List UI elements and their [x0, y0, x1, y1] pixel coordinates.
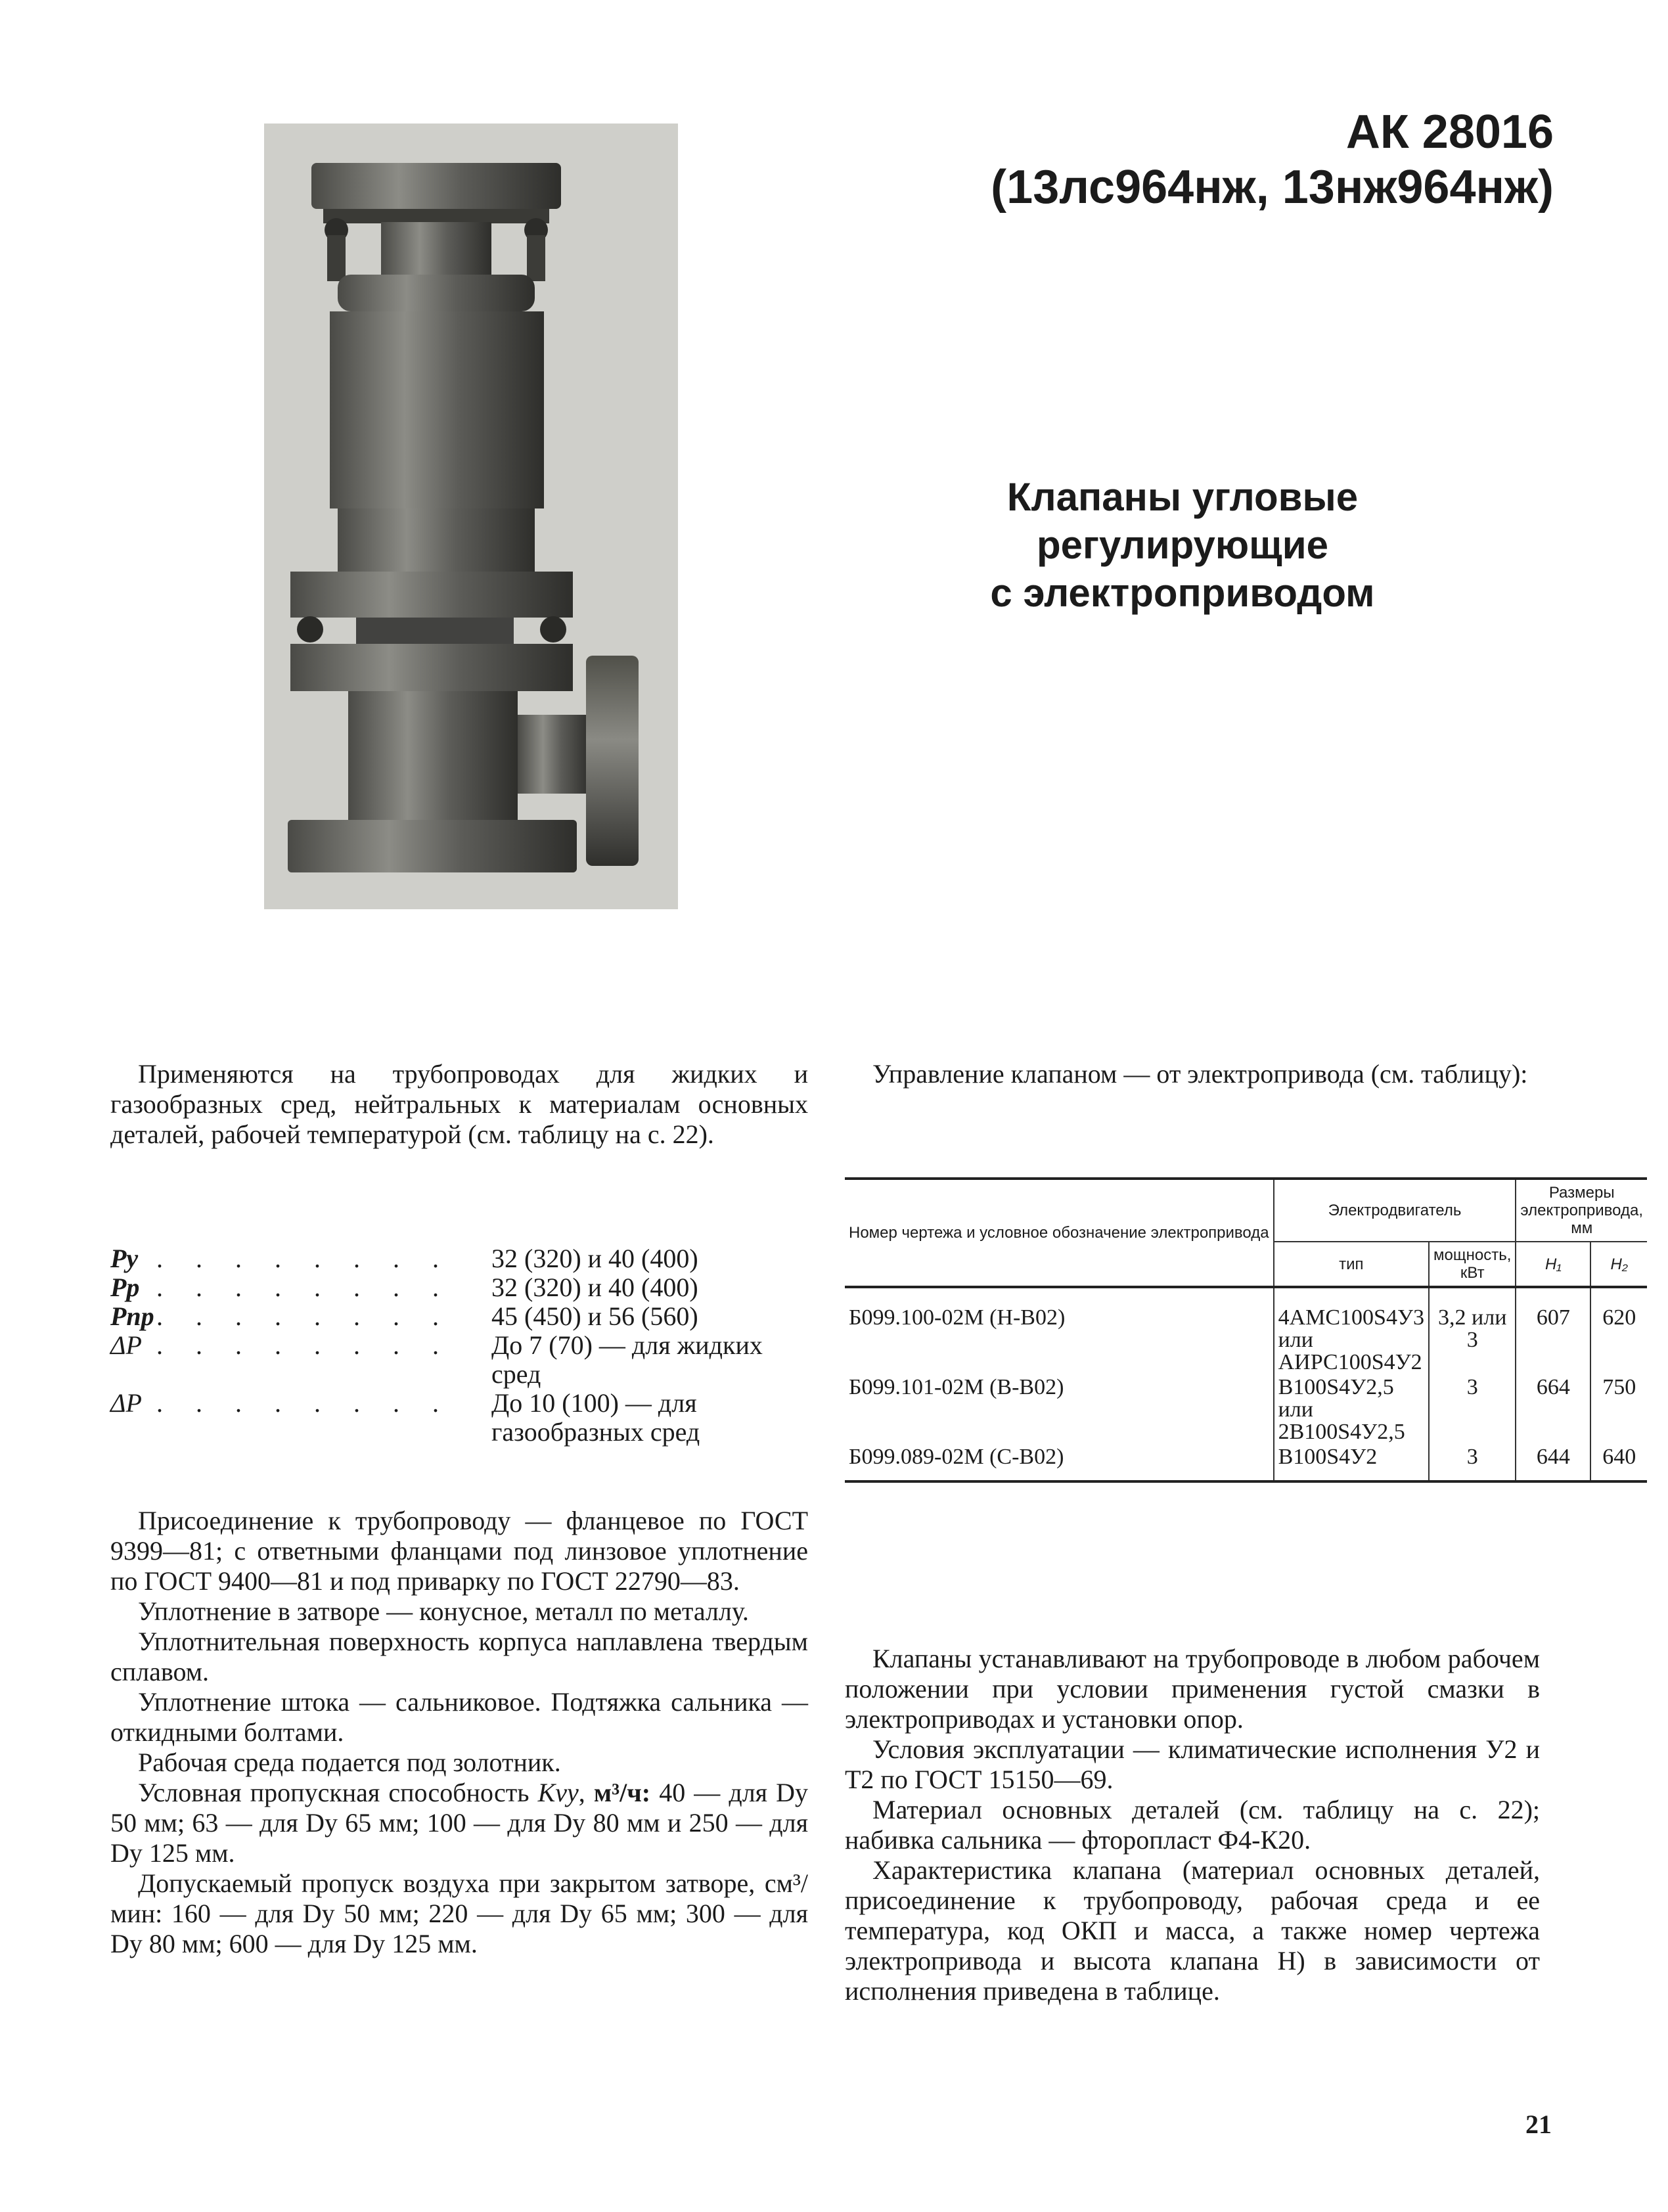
table-row [845, 1445, 1647, 1481]
cell-type: В100S4У2,5 или 2В100S4У2,5 [1274, 1375, 1429, 1445]
cell-h1: 607 [1516, 1287, 1590, 1375]
medium-paragraph: Рабочая среда подается под золотник. [138, 1748, 561, 1777]
table-row [845, 1375, 1647, 1445]
spec-row [110, 1244, 808, 1273]
page-title [907, 473, 1458, 618]
page-number: 21 [1525, 2110, 1552, 2139]
cell-h2: 620 [1590, 1287, 1647, 1375]
kv-label: Условная пропускная способность [138, 1778, 530, 1807]
right-text-block [845, 1644, 1540, 2006]
install-paragraph: Клапаны устанавливают на трубопроводе в любом рабочем положении при условии применения густой смазки в электроприводах и установки опор. [845, 1644, 1540, 1734]
intro-paragraph: Применяются на трубопроводах для жидких и газообразных сред, нейтральных к материалам основных деталей, рабочей температурой (см. таблицу на с. 22). [110, 1059, 808, 1149]
title-line: Клапаны угловые [1006, 475, 1359, 519]
spec-value: 45 (450) и 56 (560) [491, 1301, 698, 1331]
spec-leader: . . . . . . . . [156, 1244, 452, 1273]
spec-leader: . . . . . . . . [156, 1302, 452, 1331]
leak-paragraph: Допускаемый пропуск воздуха при закрытом затворе, см³/мин: 160 — для Dу 50 мм; 220 — для Dу 65 мм; 300 — для Dу 80 мм; 600 — для Dу 125 мм. [110, 1868, 808, 1958]
conditions-paragraph: Условия эксплуатации — климатические исполнения У2 и Т2 по ГОСТ 15150—69. [845, 1734, 1540, 1794]
actuator-table [845, 1177, 1647, 1483]
cell-code: Б099.100-02М (Н-В02) [845, 1287, 1274, 1375]
spec-value: До 10 (100) — для газообразных сред [491, 1388, 700, 1447]
cell-code: Б099.089-02М (С-В02) [845, 1445, 1274, 1481]
valve-designations: (13лс964нж, 13нж964нж) [991, 160, 1554, 214]
cell-type: 4АМС100S4У3 или АИРС100S4У2 [1274, 1287, 1429, 1375]
cell-code: Б099.101-02М (В-В02) [845, 1375, 1274, 1445]
spec-leader: . . . . . . . . [156, 1389, 452, 1418]
valve-photo [264, 124, 678, 909]
spec-value: 32 (320) и 40 (400) [491, 1273, 698, 1302]
left-text-block [110, 1506, 808, 1959]
characteristics-paragraph: Характеристика клапана (материал основных деталей, присоединение к трубопроводу, рабочая среда и ее температура, код ОКП и масса, а также номер чертежа электропривода и высота клапана Н) в зависимости от исполнения приведена в таблице. [845, 1855, 1540, 2006]
valve-code: АК 28016 [1345, 106, 1554, 158]
spec-row [110, 1273, 808, 1302]
spec-value: 32 (320) и 40 (400) [491, 1244, 698, 1273]
kv-paragraph: Условная пропускная способность Kvу, м³/ч: 40 — для Dу 50 мм; 63 — для Dу 65 мм; 100 — для Dу 80 мм и 250 — для Dу 125 мм. [110, 1778, 809, 1868]
spec-row [110, 1302, 808, 1331]
title-line: регулирующие [1037, 523, 1328, 568]
connection-paragraph: Присоединение к трубопроводу — фланцевое по ГОСТ 9399—81; с ответными фланцами под линзовое уплотнение по ГОСТ 9400—81 и под приварку по ГОСТ 22790—83. [110, 1506, 808, 1596]
stem-seal-paragraph: Уплотнение штока — сальниковое. Подтяжка сальника — откидными болтами. [110, 1687, 808, 1747]
cell-h2: 640 [1590, 1445, 1647, 1481]
spec-symbol: Pпр [110, 1301, 154, 1331]
cell-type: В100S4У2 [1274, 1445, 1429, 1481]
kv-unit: м³/ч: [593, 1778, 651, 1807]
spec-value: До 7 (70) — для жидких сред [491, 1330, 763, 1389]
cell-power: 3,2 или 3 [1429, 1287, 1516, 1375]
control-paragraph: Управление клапаном — от электропривода (см. таблицу): [872, 1059, 1528, 1089]
table-row [845, 1287, 1647, 1375]
spec-leader: . . . . . . . . [156, 1331, 452, 1360]
pressure-specs [110, 1244, 808, 1447]
spec-row [110, 1389, 808, 1447]
cell-h1: 664 [1516, 1375, 1590, 1445]
spec-symbol: Pр [110, 1273, 140, 1302]
spec-row [110, 1331, 808, 1389]
kv-values: 40 — для Dу 50 мм; 63 — для Dу 65 мм; 100 — для Dу 80 мм и 250 — для Dу 125 мм. [110, 1778, 809, 1868]
valve-code-heading [907, 105, 1554, 215]
header-power: мощность, кВт [1429, 1242, 1516, 1287]
valve-photo-icon [264, 124, 678, 909]
header-size: Размеры электропривода, мм [1516, 1179, 1647, 1242]
cell-h2: 750 [1590, 1375, 1647, 1445]
header-code: Номер чертежа и условное обозначение электропривода [845, 1179, 1274, 1287]
cell-power: 3 [1429, 1375, 1516, 1445]
header-h1: H₁ [1516, 1242, 1590, 1287]
cell-power: 3 [1429, 1445, 1516, 1481]
spec-leader: . . . . . . . . [156, 1273, 452, 1302]
material-paragraph: Материал основных деталей (см. таблицу на с. 22); набивка сальника — фторопласт Ф4-К20. [845, 1795, 1540, 1855]
cell-h1: 644 [1516, 1445, 1590, 1481]
header-motor: Электродвигатель [1274, 1179, 1516, 1242]
gate-seal-paragraph: Уплотнение в затворе — конусное, металл по металлу. [138, 1596, 749, 1626]
spec-symbol: ΔP [110, 1388, 142, 1418]
surface-paragraph: Уплотнительная поверхность корпуса наплавлена твердым сплавом. [110, 1627, 808, 1686]
spec-symbol: ΔP [110, 1330, 142, 1360]
header-type: тип [1274, 1242, 1429, 1287]
header-h2: H₂ [1590, 1242, 1647, 1287]
kv-symbol: Kvу [537, 1778, 579, 1807]
title-line: с электроприводом [990, 571, 1375, 616]
spec-symbol: Pу [110, 1244, 139, 1273]
